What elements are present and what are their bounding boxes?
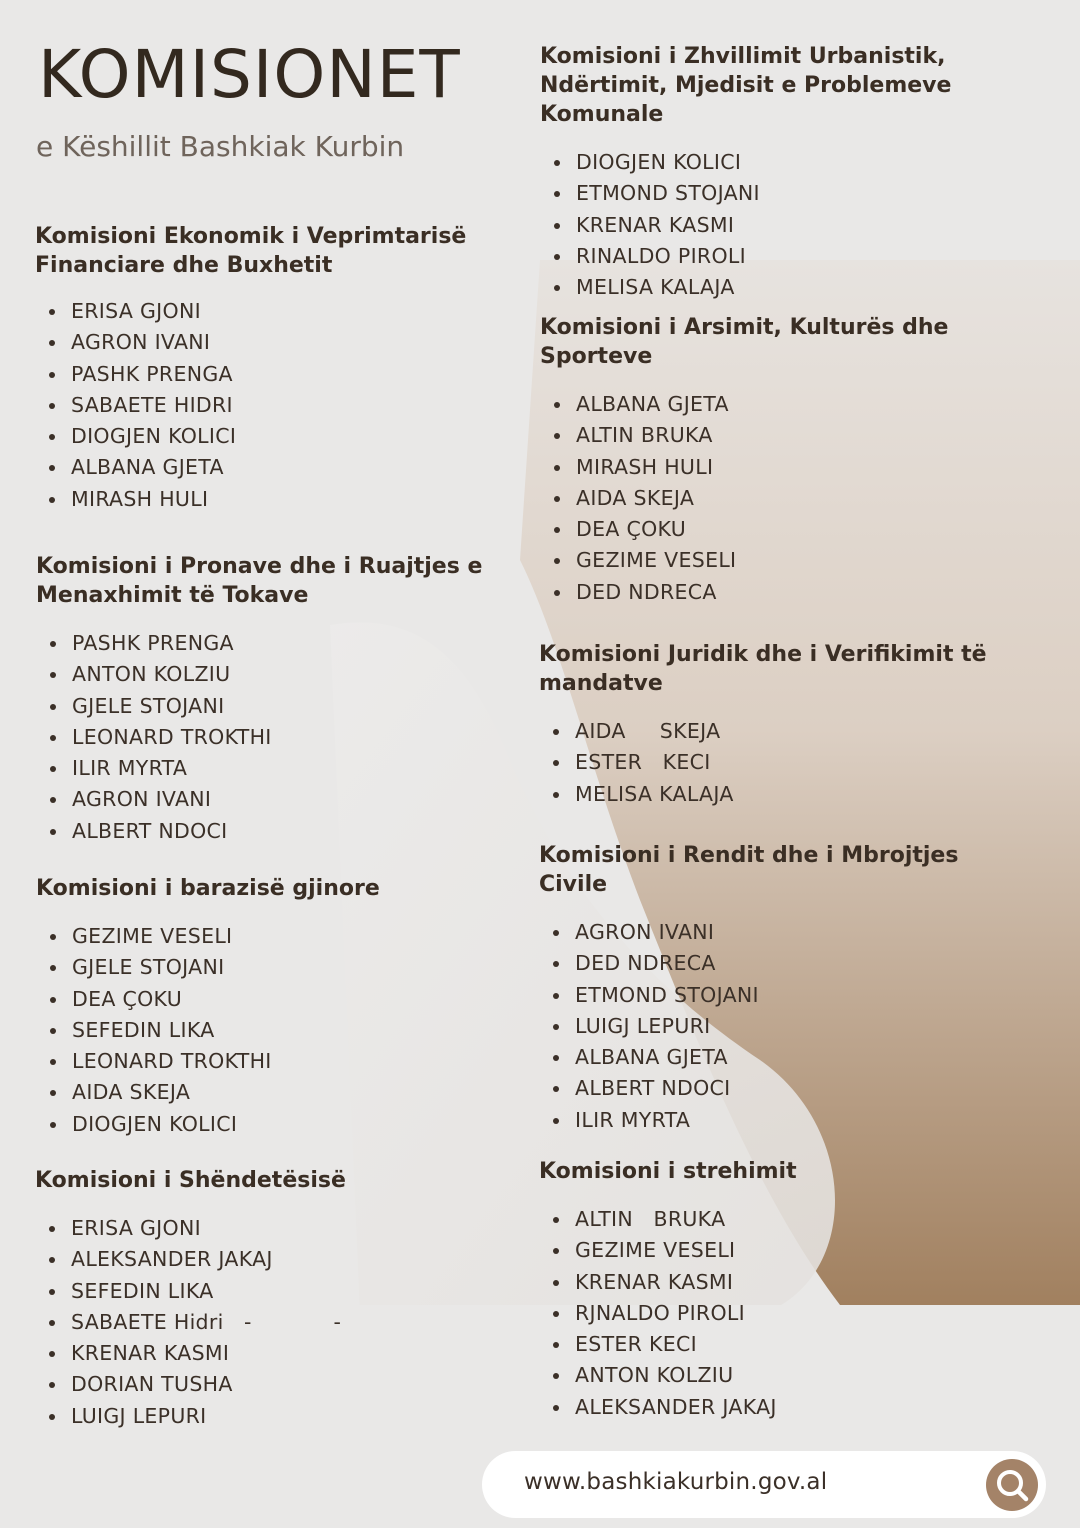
member-item: KRENAR KASMI — [540, 210, 990, 241]
member-item: DIOGJEN KOLICI — [540, 147, 990, 178]
member-list — [35, 1213, 505, 1432]
member-item: AGRON IVANI — [539, 917, 989, 948]
member-item: AIDA SKEJA — [36, 1077, 506, 1108]
member-item: GJELE STOJANI — [36, 691, 506, 722]
member-item: ALBANA GJETA — [539, 1042, 989, 1073]
committee-title: Komisioni i Pronave dhe i Ruajtjes e Menaxhimit të Tokave — [36, 554, 483, 608]
member-item: DEA ÇOKU — [540, 514, 990, 545]
member-item: SEFEDIN LIKA — [35, 1276, 505, 1307]
member-item: PASHK PRENGA — [35, 359, 505, 390]
member-list — [36, 628, 506, 847]
committee-economic — [35, 222, 505, 515]
member-item: DED NDRECA — [539, 948, 989, 979]
member-item: ERISA GJONI — [35, 1213, 505, 1244]
member-item: LUIGJ LEPURI — [539, 1011, 989, 1042]
member-item: MIRASH HULI — [540, 452, 990, 483]
member-item: MIRASH HULI — [35, 484, 505, 515]
website-bar[interactable] — [482, 1451, 1046, 1518]
member-item: ANTON KOLZIU — [539, 1360, 989, 1391]
member-item: KRENAR KASMI — [35, 1338, 505, 1369]
member-list — [36, 921, 506, 1140]
committee-title: Komisioni i strehimit — [539, 1159, 797, 1184]
committee-education-culture — [540, 313, 990, 608]
member-item: DEA ÇOKU — [36, 984, 506, 1015]
member-item: ALTIN BRUKA — [539, 1204, 989, 1235]
member-item: AGRON IVANI — [36, 784, 506, 815]
committee-health — [35, 1166, 505, 1432]
member-item: LUIGJ LEPURI — [35, 1401, 505, 1432]
committee-housing — [539, 1157, 989, 1423]
member-item: RINALDO PIROLI — [540, 241, 990, 272]
member-item: ETMOND STOJANI — [540, 178, 990, 209]
committee-title: Komisioni Juridik dhe i Verifikimit të mandatve — [539, 642, 987, 696]
member-item: ERISA GJONI — [35, 296, 505, 327]
member-item: AIDA SKEJA — [540, 483, 990, 514]
member-item: ALBANA GJETA — [540, 389, 990, 420]
member-item: GEZIME VESELI — [36, 921, 506, 952]
member-item: ALBERT NDOCI — [539, 1073, 989, 1104]
member-item: LEONARD TROKTHI — [36, 1046, 506, 1077]
member-list — [539, 917, 989, 1136]
member-item: SABAETE Hidri - - — [35, 1307, 505, 1338]
committee-legal — [539, 640, 989, 810]
committee-gender-equality — [36, 874, 506, 1140]
member-item: DIOGJEN KOLICI — [35, 421, 505, 452]
member-item: ETMOND STOJANI — [539, 980, 989, 1011]
member-list — [540, 389, 990, 608]
member-item: ANTON KOLZIU — [36, 659, 506, 690]
member-item: SEFEDIN LIKA — [36, 1015, 506, 1046]
member-item: PASHK PRENGA — [36, 628, 506, 659]
member-item: ESTER KECI — [539, 1329, 989, 1360]
member-item: SABAETE HIDRI — [35, 390, 505, 421]
member-item: ALEKSANDER JAKAJ — [539, 1392, 989, 1423]
member-list — [540, 147, 990, 303]
member-item: GEZIME VESELI — [540, 545, 990, 576]
member-item: ALBERT NDOCI — [36, 816, 506, 847]
member-item: AGRON IVANI — [35, 327, 505, 358]
committee-property — [36, 552, 506, 847]
page-title: KOMISIONET — [38, 36, 461, 113]
member-item: DORIAN TUSHA — [35, 1369, 505, 1400]
member-item: ALEKSANDER JAKAJ — [35, 1244, 505, 1275]
member-item: MELISA KALAJA — [539, 779, 989, 810]
member-item: GJELE STOJANI — [36, 952, 506, 983]
committee-title: Komisioni i Zhvillimit Urbanistik, Ndërtimit, Mjedisit e Problemeve Komunale — [540, 44, 952, 127]
committee-title: Komisioni Ekonomik i Veprimtarisë Financiare dhe Buxhetit — [35, 224, 467, 278]
member-list — [35, 296, 505, 515]
member-item: ALTIN BRUKA — [540, 420, 990, 451]
committee-title: Komisioni i Shëndetësisë — [35, 1168, 346, 1193]
member-list — [539, 716, 989, 810]
search-icon[interactable] — [986, 1459, 1038, 1511]
website-url[interactable]: www.bashkiakurbin.gov.al — [524, 1469, 828, 1495]
member-list — [539, 1204, 989, 1423]
member-item: GEZIME VESELI — [539, 1235, 989, 1266]
committee-title: Komisioni i Rendit dhe i Mbrojtjes Civile — [539, 843, 959, 897]
member-item: LEONARD TROKTHI — [36, 722, 506, 753]
member-item: DED NDRECA — [540, 577, 990, 608]
member-item: ILIR MYRTA — [36, 753, 506, 784]
committee-title: Komisioni i barazisë gjinore — [36, 876, 380, 901]
page-subtitle: e Këshillit Bashkiak Kurbin — [36, 130, 405, 163]
committee-civil-protection — [539, 841, 989, 1136]
member-item: DIOGJEN KOLICI — [36, 1109, 506, 1140]
member-item: ALBANA GJETA — [35, 452, 505, 483]
member-item: AIDA SKEJA — [539, 716, 989, 747]
member-item: RJNALDO PIROLI — [539, 1298, 989, 1329]
member-item: KRENAR KASMI — [539, 1267, 989, 1298]
member-item: MELISA KALAJA — [540, 272, 990, 303]
member-item: ILIR MYRTA — [539, 1105, 989, 1136]
committee-title: Komisioni i Arsimit, Kulturës dhe Sporteve — [540, 315, 949, 369]
member-item: ESTER KECI — [539, 747, 989, 778]
committee-urban-development — [540, 42, 990, 303]
